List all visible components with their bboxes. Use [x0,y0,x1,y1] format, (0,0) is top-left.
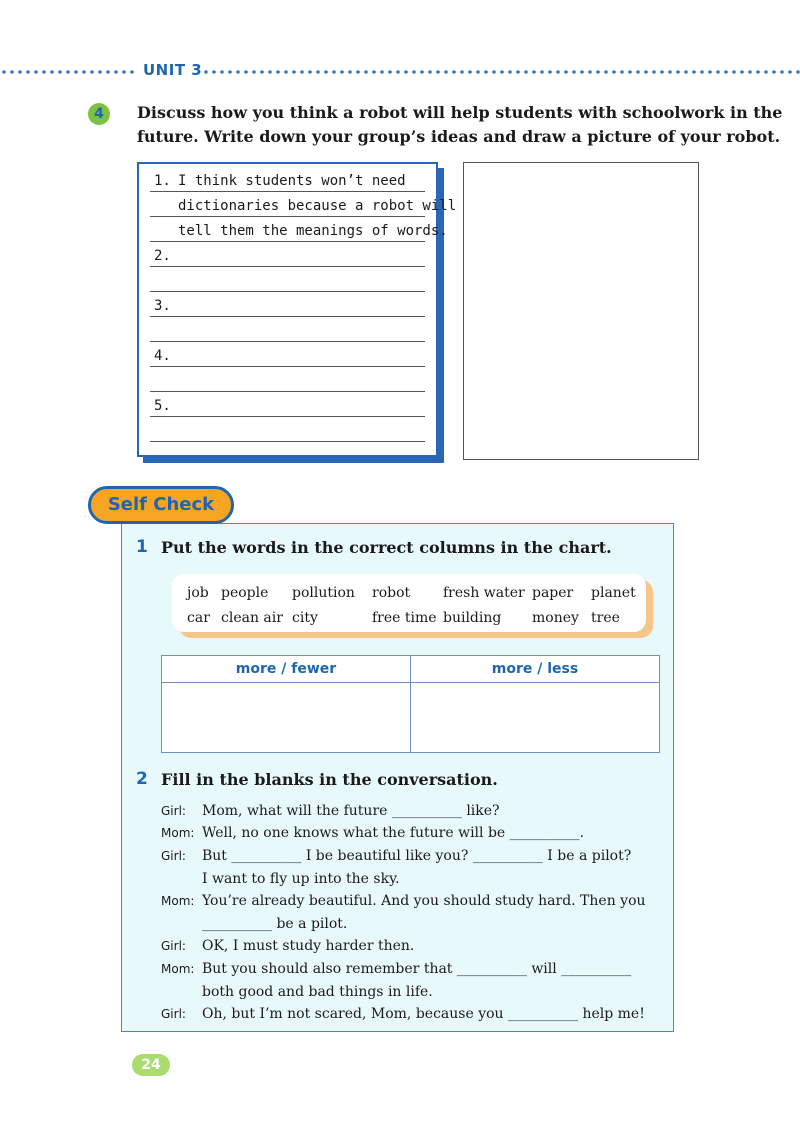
section-2-number: 2 [136,769,148,789]
word-bank-item: free time [372,610,437,626]
word-sort-chart [161,655,660,753]
conversation-continuation: I want to fly up into the sky. [202,871,400,887]
word-bank-item: planet [591,585,636,601]
conversation-line: Girl: But __________ I be beautiful like you? __________ I be a pilot? [161,845,631,867]
note-line[interactable] [150,366,425,392]
speaker-label: Girl: [161,939,186,953]
note-line[interactable]: dictionaries because a robot will [150,191,425,217]
speaker-label: Mom: [161,894,195,908]
section-1-number: 1 [136,537,148,557]
word-bank-item: tree [591,610,620,626]
task-4-instruction-line1: Discuss how you think a robot will help students with schoolwork in the [137,103,783,122]
conversation-line: Girl: Oh, but I’m not scared, Mom, because you __________ help me! [161,1003,645,1025]
speaker-label: Mom: [161,826,195,840]
chart-header-more-less: more / less [411,656,660,683]
note-line[interactable]: 1. I think students won’t need [150,166,425,192]
page-number: 24 [132,1054,170,1076]
robot-drawing-box[interactable] [463,162,699,460]
word-bank-item: pollution [292,585,355,601]
section-1-title: Put the words in the correct columns in the chart. [161,538,612,557]
word-bank-item: city [292,610,318,626]
note-line[interactable] [150,266,425,292]
header-dots-left [0,69,138,75]
word-bank-item: money [532,610,579,626]
speaker-label: Girl: [161,804,186,818]
task-4-instruction-line2: future. Write down your group’s ideas and draw a picture of your robot. [137,127,781,146]
conversation-line: Girl: Mom, what will the future __________ like? [161,800,500,822]
word-bank-item: paper [532,585,574,601]
task-4-number: 4 [88,103,110,125]
note-line[interactable]: 5. [150,391,425,417]
word-bank-item: job [187,585,209,601]
self-check-badge: Self Check [88,486,234,524]
chart-column-more-fewer[interactable] [162,683,411,753]
word-bank-item: robot [372,585,411,601]
chart-column-more-less[interactable] [411,683,660,753]
conversation-continuation: __________ be a pilot. [202,916,348,932]
note-line[interactable]: 4. [150,341,425,367]
conversation-line: Mom: But you should also remember that __________ will __________ [161,958,631,980]
ideas-notebox [137,162,457,457]
note-line[interactable]: tell them the meanings of words. [150,216,425,242]
note-line[interactable]: 3. [150,291,425,317]
conversation-line: Mom: Well, no one knows what the future will be __________. [161,822,584,844]
note-line[interactable]: 2. [150,241,425,267]
conversation-continuation: both good and bad things in life. [202,984,433,1000]
section-2-title: Fill in the blanks in the conversation. [161,770,498,789]
conversation-line: Girl: OK, I must study harder then. [161,935,414,957]
speaker-label: Girl: [161,849,186,863]
unit-label: UNIT 3 [143,61,203,79]
speaker-label: Mom: [161,962,195,976]
chart-header-more-fewer: more / fewer [162,656,411,683]
header-dots-right [202,69,800,75]
conversation-line: Mom: You’re already beautiful. And you should study hard. Then you [161,890,646,912]
note-line[interactable] [150,316,425,342]
note-line[interactable] [150,416,425,442]
word-bank-item: fresh water [443,585,525,601]
speaker-label: Girl: [161,1007,186,1021]
word-bank-item: building [443,610,502,626]
word-bank-item: people [221,585,269,601]
word-bank-item: car [187,610,210,626]
word-bank-item: clean air [221,610,283,626]
